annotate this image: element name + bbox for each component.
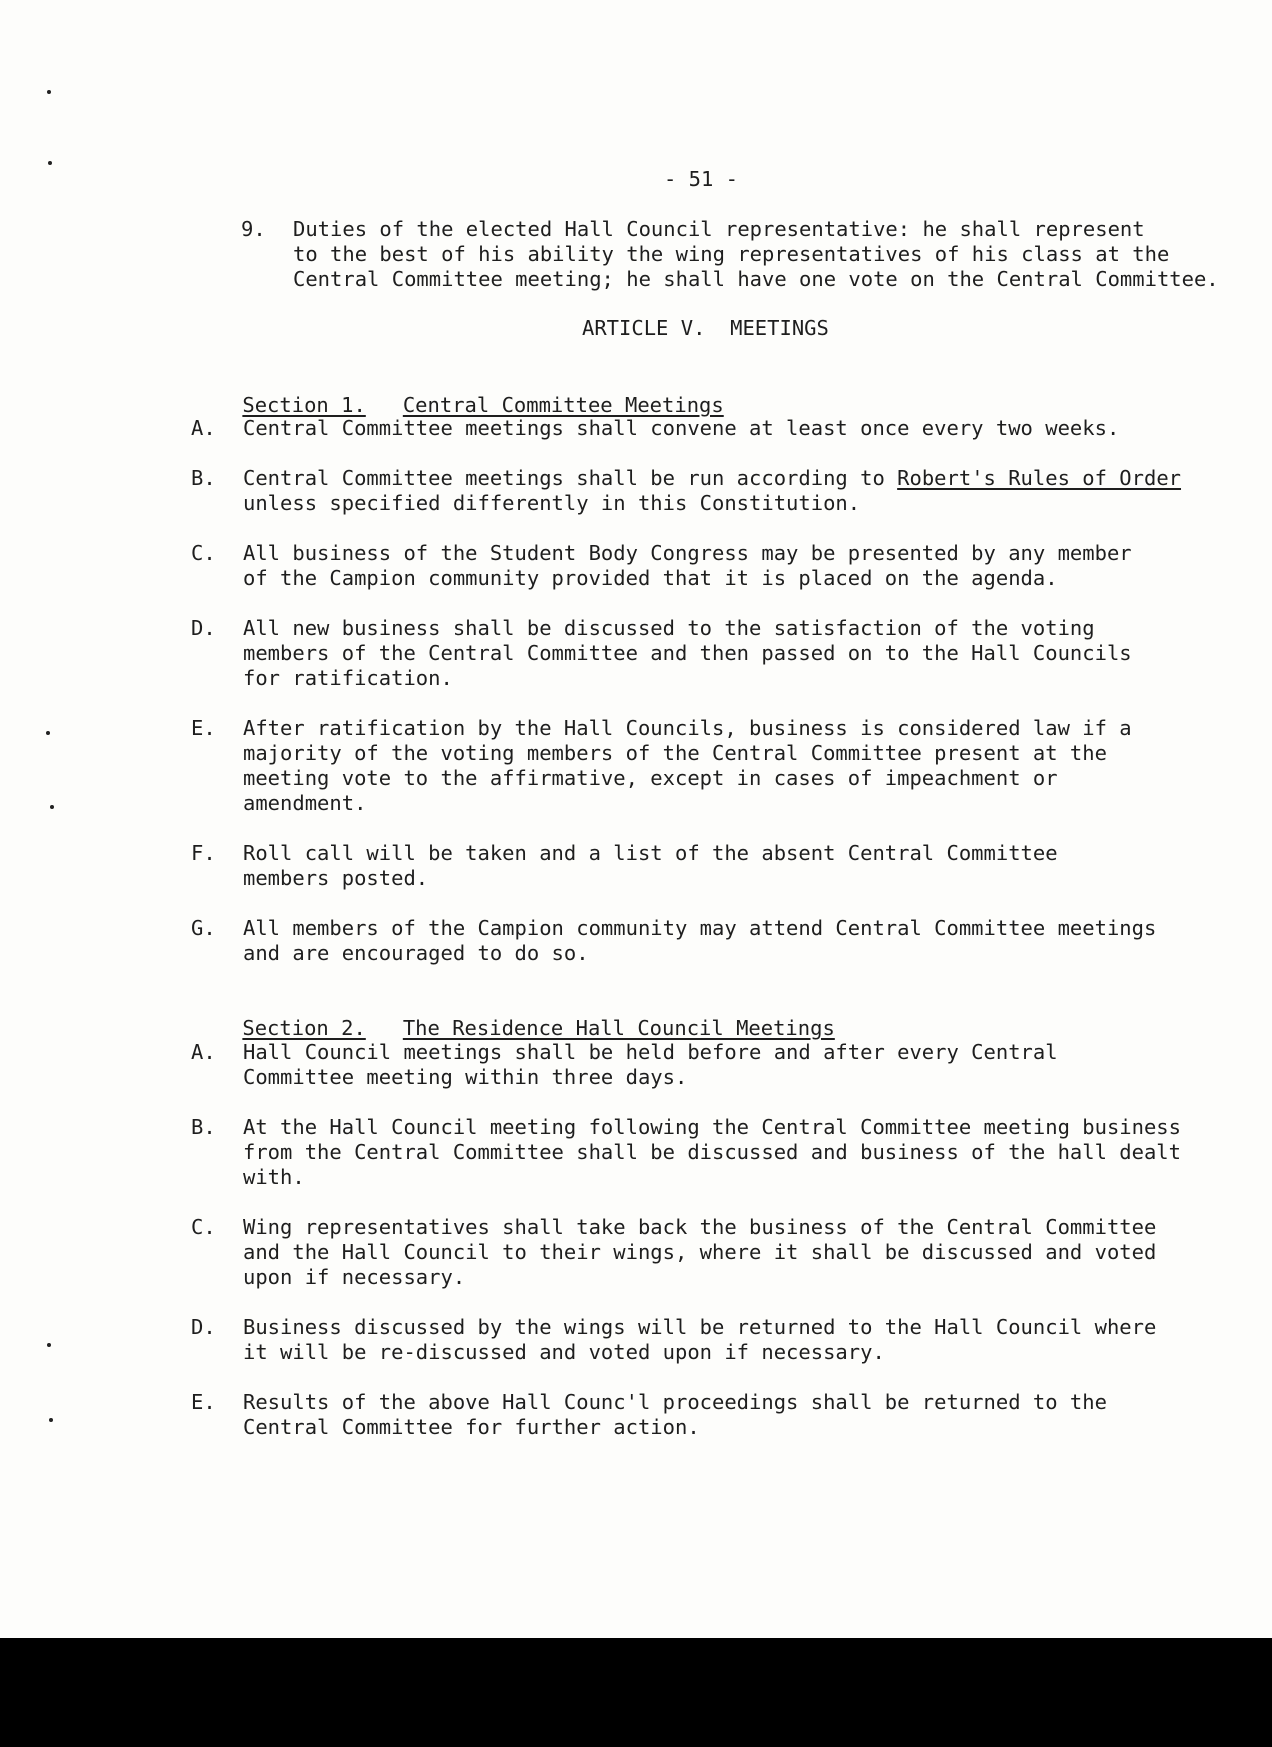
item-label: C. bbox=[191, 541, 216, 565]
scan-dot bbox=[47, 1343, 51, 1347]
item-label: B. bbox=[191, 1115, 216, 1139]
item-text-segment: Central Committee meetings shall be run according to bbox=[243, 466, 898, 490]
item-text-line: Central Committee for further action. bbox=[243, 1415, 700, 1439]
item-label: E. bbox=[191, 1390, 216, 1414]
scan-dot bbox=[50, 805, 54, 809]
item-text-line: upon if necessary. bbox=[243, 1265, 466, 1289]
item-text-line: Wing representatives shall take back the business of the Central Committee bbox=[243, 1215, 1157, 1239]
item-text-line: and are encouraged to do so. bbox=[243, 941, 589, 965]
page-number: - 51 - bbox=[663, 167, 739, 191]
item-text-line: All business of the Student Body Congress may be presented by any member bbox=[243, 541, 1132, 565]
item-label: B. bbox=[191, 466, 216, 490]
item-label: D. bbox=[191, 1315, 216, 1339]
item-text-line: amendment. bbox=[243, 791, 367, 815]
item-text-line: At the Hall Council meeting following the Central Committee meeting business bbox=[243, 1115, 1181, 1139]
item-text-line: Central Committee meetings shall convene at least once every two weeks. bbox=[243, 416, 1120, 440]
item-text-line: Roll call will be taken and a list of the absent Central Committee bbox=[243, 841, 1058, 865]
item-text-line: After ratification by the Hall Councils, business is considered law if a bbox=[243, 716, 1132, 740]
item-label: C. bbox=[191, 1215, 216, 1239]
scan-dot bbox=[49, 1418, 53, 1422]
item-label: G. bbox=[191, 916, 216, 940]
item-text-line: and the Hall Council to their wings, where it shall be discussed and voted bbox=[243, 1240, 1157, 1264]
item-text-line: Hall Council meetings shall be held before and after every Central bbox=[243, 1040, 1058, 1064]
item-text-line: with. bbox=[243, 1165, 305, 1189]
item-text-line: for ratification. bbox=[243, 666, 453, 690]
item-text-line: meeting vote to the affirmative, except in cases of impeachment or bbox=[243, 766, 1058, 790]
item-text-line bbox=[243, 465, 1181, 491]
item-label: A. bbox=[191, 1040, 216, 1064]
item-label: A. bbox=[191, 416, 216, 440]
item-text-line: from the Central Committee shall be discussed and business of the hall dealt bbox=[243, 1140, 1181, 1164]
section-number: Section 2. bbox=[242, 1016, 366, 1040]
section-title: The Residence Hall Council Meetings bbox=[402, 1016, 835, 1040]
item-text-line: unless specified differently in this Constitution. bbox=[243, 491, 861, 515]
scan-border bbox=[0, 1638, 1272, 1747]
item-label: D. bbox=[191, 616, 216, 640]
item-text-line: Results of the above Hall Counc'l proceedings shall be returned to the bbox=[243, 1390, 1107, 1414]
item-text-line: Duties of the elected Hall Council representative: he shall represent bbox=[293, 217, 1145, 241]
scan-dot bbox=[47, 90, 51, 94]
scan-dot bbox=[46, 731, 50, 735]
item-text-line: to the best of his ability the wing representatives of his class at the bbox=[293, 242, 1170, 266]
item-text-line: members of the Central Committee and then passed on to the Hall Councils bbox=[243, 641, 1132, 665]
section-title: Central Committee Meetings bbox=[402, 393, 724, 417]
article-heading: ARTICLE V. MEETINGS bbox=[582, 316, 829, 340]
item-label: E. bbox=[191, 716, 216, 740]
item-text-line: members posted. bbox=[243, 866, 429, 890]
item-text-line: Committee meeting within three days. bbox=[243, 1065, 688, 1089]
item-text-line: Central Committee meeting; he shall have one vote on the Central Committee. bbox=[293, 267, 1219, 291]
item-label: 9. bbox=[241, 217, 266, 241]
item-text-line: it will be re-discussed and voted upon if necessary. bbox=[243, 1340, 885, 1364]
item-text-line: All members of the Campion community may attend Central Committee meetings bbox=[243, 916, 1157, 940]
item-text-line: of the Campion community provided that it is placed on the agenda. bbox=[243, 566, 1058, 590]
item-label: F. bbox=[191, 841, 216, 865]
item-text-line: All new business shall be discussed to the satisfaction of the voting bbox=[243, 616, 1095, 640]
item-text-line: Business discussed by the wings will be returned to the Hall Council where bbox=[243, 1315, 1157, 1339]
section-number: Section 1. bbox=[242, 393, 366, 417]
scan-dot bbox=[48, 161, 52, 165]
item-text-line: majority of the voting members of the Central Committee present at the bbox=[243, 741, 1107, 765]
underlined-title: Robert's Rules of Order bbox=[897, 466, 1182, 490]
